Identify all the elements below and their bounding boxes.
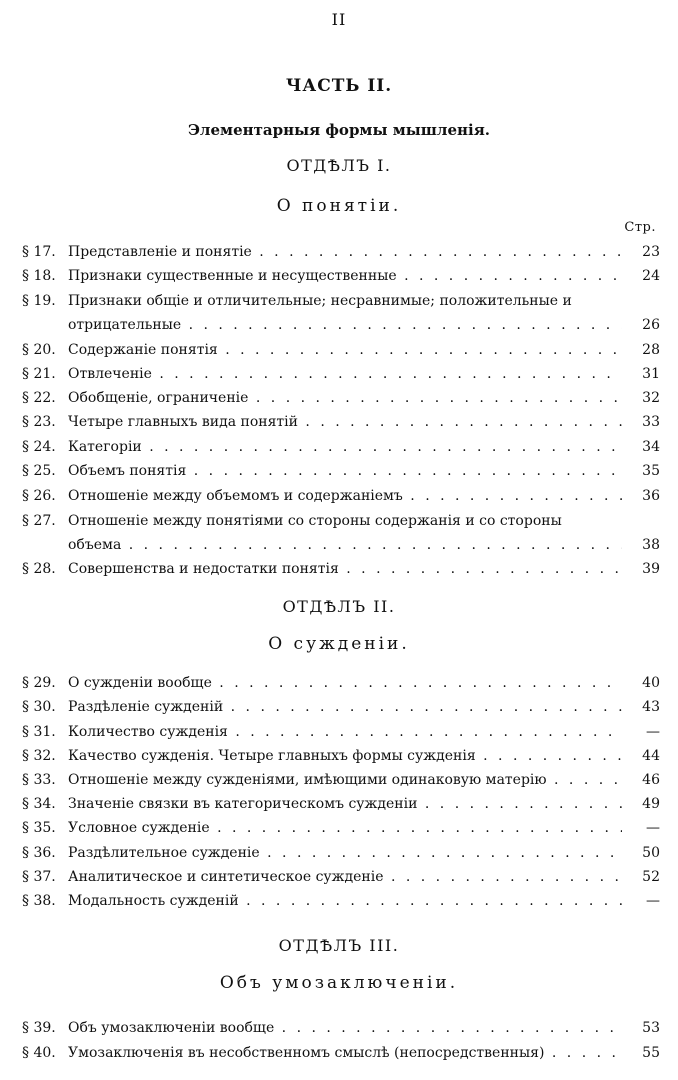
toc-entry xyxy=(22,509,660,553)
entry-page: 33 xyxy=(642,414,660,430)
toc-entry xyxy=(22,410,660,434)
division-1-section-title: О понятіи. xyxy=(276,196,402,216)
part-title: ЧАСТЬ II. xyxy=(285,76,393,96)
division-3-section-title: Объ умозаключеніи. xyxy=(219,973,459,993)
entry-title: Отношеніе между сужденіями, имѣющими одинаковую матерію . . . xyxy=(68,768,622,792)
entry-page: 40 xyxy=(642,675,660,691)
page-number: II xyxy=(331,10,347,29)
entry-title: Отношеніе между понятіями со стороны содержанія и со стороны xyxy=(68,513,562,529)
toc-entry xyxy=(22,264,660,288)
toc-entry xyxy=(22,240,660,264)
entry-number: § 40. xyxy=(22,1045,56,1061)
entry-page: 49 xyxy=(642,796,660,812)
entry-number: § 31. xyxy=(22,724,56,740)
toc-entry xyxy=(22,720,660,744)
entry-number: § 22. xyxy=(22,390,56,406)
entry-page: 34 xyxy=(642,439,660,455)
entry-title: Представленіе и понятіе . . . xyxy=(68,240,622,264)
entry-page: 28 xyxy=(642,342,660,358)
entry-title: Модальность сужденій . . . xyxy=(68,889,622,913)
entry-number: § 39. xyxy=(22,1020,56,1036)
entry-page: 26 xyxy=(642,317,660,333)
toc-entry xyxy=(22,435,660,459)
entry-number: § 26. xyxy=(22,488,56,504)
entry-page: 44 xyxy=(642,748,660,764)
entry-page: 38 xyxy=(642,537,660,553)
entry-title: Категоріи . . . xyxy=(68,435,622,459)
entry-title: Содержаніе понятія . . . xyxy=(68,338,622,362)
entry-page: — xyxy=(646,893,660,909)
entry-number: § 24. xyxy=(22,439,56,455)
entry-page: 39 xyxy=(642,561,660,577)
entry-title: Качество сужденія. Четыре главныхъ формы сужденія . . . xyxy=(68,744,622,768)
toc-entry xyxy=(22,671,660,695)
toc-entry xyxy=(22,816,660,840)
entry-title: Раздѣленіе сужденій . . . xyxy=(68,695,622,719)
toc-entry xyxy=(22,889,660,913)
entry-number: § 36. xyxy=(22,845,56,861)
entry-number: § 17. xyxy=(22,244,56,260)
part-subtitle: Элементарныя формы мышленія. xyxy=(187,121,491,139)
toc-entry xyxy=(22,768,660,792)
entry-title: Количество сужденія . . . xyxy=(68,720,622,744)
entry-page: 35 xyxy=(642,463,660,479)
entry-page: 43 xyxy=(642,699,660,715)
entry-page: 32 xyxy=(642,390,660,406)
entry-title: Совершенства и недостатки понятія . . . xyxy=(68,557,622,581)
toc-entry xyxy=(22,557,660,581)
division-3-title: ОТДѢЛЪ III. xyxy=(278,936,400,955)
toc-entry xyxy=(22,865,660,889)
entry-page: — xyxy=(646,820,660,836)
toc-entry xyxy=(22,362,660,386)
entry-number: § 18. xyxy=(22,268,56,284)
division-2-section-title: О сужденіи. xyxy=(268,634,410,654)
entry-page: — xyxy=(646,724,660,740)
entry-number: § 21. xyxy=(22,366,56,382)
toc-entry xyxy=(22,289,660,333)
entry-title: Признаки общіе и отличительные; несравнимые; положительные и xyxy=(68,293,572,309)
toc-entry xyxy=(22,338,660,362)
entry-title: Объ умозаключеніи вообще . . . xyxy=(68,1016,622,1040)
entry-number: § 27. xyxy=(22,513,56,529)
entry-title: Признаки существенные и несущественные . . . xyxy=(68,264,622,288)
entry-title: Объемъ понятія . . . xyxy=(68,459,622,483)
entry-number: § 38. xyxy=(22,893,56,909)
entry-title: Условное сужденіе . . . xyxy=(68,816,622,840)
division-1-title: ОТДѢЛЪ I. xyxy=(286,156,392,175)
toc-entry xyxy=(22,1041,660,1065)
toc-entry xyxy=(22,744,660,768)
entry-title-continuation: объема . . . xyxy=(68,533,622,557)
toc-entry xyxy=(22,386,660,410)
entry-page: 55 xyxy=(642,1045,660,1061)
entry-number: § 23. xyxy=(22,414,56,430)
toc-entry xyxy=(22,484,660,508)
entry-number: § 33. xyxy=(22,772,56,788)
entry-title: Аналитическое и синтетическое сужденіе . . . xyxy=(68,865,622,889)
entry-title: Раздѣлительное сужденіе . . . xyxy=(68,841,622,865)
entry-page: 36 xyxy=(642,488,660,504)
entry-number: § 37. xyxy=(22,869,56,885)
entry-page: 31 xyxy=(642,366,660,382)
entry-title: Отношеніе между объемомъ и содержаніемъ . . . xyxy=(68,484,622,508)
toc-entry xyxy=(22,792,660,816)
entry-number: § 28. xyxy=(22,561,56,577)
entry-page: 46 xyxy=(642,772,660,788)
page-column-header: Стр. xyxy=(624,220,656,235)
entry-title: Умозаключенія въ несобственномъ смыслѣ (непосредственныя) . . . xyxy=(68,1041,622,1065)
entry-number: § 35. xyxy=(22,820,56,836)
entry-title: Отвлеченіе . . . xyxy=(68,362,622,386)
entry-title: Четыре главныхъ вида понятій . . . xyxy=(68,410,622,434)
entry-title: Обобщеніе, ограниченіе . . . xyxy=(68,386,622,410)
entry-page: 53 xyxy=(642,1020,660,1036)
entry-page: 23 xyxy=(642,244,660,260)
entry-page: 52 xyxy=(642,869,660,885)
toc-entry xyxy=(22,459,660,483)
entry-title-continuation: отрицательные . . . xyxy=(68,313,622,337)
toc-entry xyxy=(22,841,660,865)
entry-number: § 30. xyxy=(22,699,56,715)
entry-page: 24 xyxy=(642,268,660,284)
entry-number: § 34. xyxy=(22,796,56,812)
entry-title: Значеніе связки въ категорическомъ сужденіи . . . xyxy=(68,792,622,816)
entry-number: § 32. xyxy=(22,748,56,764)
toc-entry xyxy=(22,695,660,719)
toc-entry xyxy=(22,1016,660,1040)
entry-number: § 19. xyxy=(22,293,56,309)
division-2-title: ОТДѢЛЪ II. xyxy=(282,597,396,616)
entry-number: § 25. xyxy=(22,463,56,479)
entry-title: О сужденіи вообще . . . xyxy=(68,671,622,695)
entry-page: 50 xyxy=(642,845,660,861)
entry-number: § 20. xyxy=(22,342,56,358)
entry-number: § 29. xyxy=(22,675,56,691)
